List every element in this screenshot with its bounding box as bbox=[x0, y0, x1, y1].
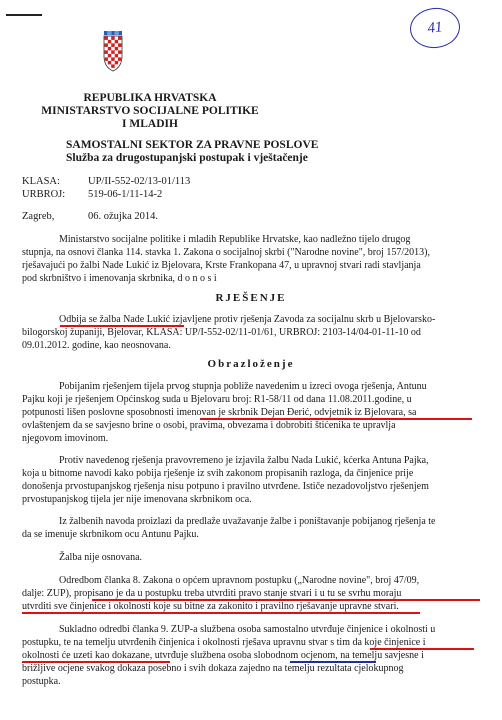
urbroj-value: 519-06-1/11-14-2 bbox=[88, 189, 163, 200]
header-ministry-line2: I MLADIH bbox=[122, 118, 178, 130]
law-highlight-3: okolnosti će uzeti kao dokazane bbox=[22, 650, 150, 661]
p1-line-1: Pobijanim rješenjem tijela prvog stupnja pobliže navedenim u izreci ovoga rješenja, Antunu bbox=[59, 381, 427, 392]
p5-line-3: utvrditi sve činjenice i okolnosti koje su bitne za zakonito i pravilno rješavanje upravne stvari. bbox=[22, 601, 399, 612]
reasoning-title: Obrazloženje bbox=[207, 358, 295, 370]
p4-text: Žalba nije osnovana. bbox=[59, 552, 143, 563]
intro-line-2: stupnja, na osnovi članka 114. stavka 1. Zakona o socijalnoj skrbi ("Narodne novine", broj 157/2013), bbox=[22, 247, 430, 258]
p5-line-2: dalje: ZUP), propisano je da u postupku treba utvrditi pravo stanje stvari i u tu se svrhu moraju bbox=[22, 588, 402, 599]
p1-line-4: ovlaštenjem da se savjesno brine o osobi, pravima, obvezama i dobrobiti štićenika te upravlja bbox=[22, 420, 396, 431]
header-service: Služba za drugostupanjski postupak i vještačenje bbox=[66, 152, 308, 164]
page-number: 41 bbox=[426, 18, 444, 37]
urbroj-label: URBROJ: bbox=[22, 189, 66, 200]
law-highlight-2: da koje činjenice i bbox=[352, 637, 426, 648]
p6-line-5: postupka. bbox=[22, 676, 61, 687]
p6-line-4: brižljive ocjene svakog dokaza posebno i svih dokaza zajedno na temelju rezultata cjelokupnog bbox=[22, 663, 404, 674]
corner-mark bbox=[6, 14, 42, 16]
klasa-label: KLASA: bbox=[22, 176, 60, 187]
decision-line-1-rest: izjavljene protiv rješenja Zavoda za socijalnu skrb u Bjelovarsko- bbox=[170, 314, 436, 325]
p1-line-5: njegovom imovinom. bbox=[22, 433, 109, 444]
place: Zagreb, bbox=[22, 211, 55, 222]
p3-line-1: Iz žalbenih navoda proizlazi da predlaže uvažavanje žalbe i poništavanje pobijanog rješenja te bbox=[59, 516, 436, 527]
header-sector: SAMOSTALNI SEKTOR ZA PRAVNE POSLOVE bbox=[66, 139, 319, 151]
p2-line-1: Protiv navedenog rješenja pravovremeno je izjavila žalbu Nada Lukić, kćerka Antuna Pajka, bbox=[59, 455, 429, 466]
p1-line-2: Pajku koji je rješenjem Općinskog suda u Bjelovaru broj: R1-58/11 od dana 11.08.2011.godine, u bbox=[22, 394, 412, 405]
p2-line-3: donošenja prvostupanjskog rješenja nisu potpuno i pravilno utvrđene. Ističe nezadovoljstvo rješenjem bbox=[22, 481, 429, 492]
red-underline-4 bbox=[22, 612, 420, 614]
intro-line-3: rješavajući po žalbi Nade Lukić iz Bjelovara, Krste Frankopana 47, u upravnoj stvari radi stavljanja bbox=[22, 260, 421, 271]
klasa-value: UP/II-552-02/13-01/113 bbox=[88, 176, 191, 187]
p5-line-1: Odredbom članka 8. Zakona o općem upravnom postupku („Narodne novine", broj 47/09, bbox=[59, 575, 420, 586]
p6-line-1: Sukladno odredbi članka 9. ZUP-a službena osoba samostalno utvrđuje činjenice i okolnosti u bbox=[59, 624, 436, 635]
date: 06. ožujka 2014. bbox=[88, 211, 158, 222]
law-highlight-1: propisano je da u postupku treba utvrditi pravo stanje stvari i u tu se svrhu moraju bbox=[73, 588, 402, 599]
p3-line-2: da se imenuje skrbnikom ocu Antunu Pajku. bbox=[22, 529, 199, 540]
decision-highlight: Odbija se žalba Nade Lukić bbox=[59, 314, 171, 325]
page-number-stamp bbox=[408, 5, 462, 50]
croatian-coat-of-arms-icon bbox=[102, 30, 124, 72]
intro-line-1: Ministarstvo socijalne politike i mladih Republike Hrvatske, kao nadležno tijelo drugog bbox=[59, 234, 411, 245]
p6-line-3: okolnosti će uzeti kao dokazane, utvrđuje službena osoba slobodnom ocjenom, na temelju savjesne i bbox=[22, 650, 424, 661]
intro-line-4: pod skrbništvo i imenovanja skrbnika, d o n o s i bbox=[22, 273, 217, 284]
p6-line-2: postupku, te na temelju utvrđenih činjenica i okolnosti rješava upravnu stvar s tim da koje činjenice i bbox=[22, 637, 426, 648]
law-highlight-4: slobodnom ocjenom bbox=[253, 650, 336, 661]
decision-line-2: bilogorskoj županiji, Bjelovar, KLASA: UP/I-552-02/11-01/61, URBROJ: 2103-14/04-01-11-10 od bbox=[22, 327, 421, 338]
decision-title: RJEŠENJE bbox=[215, 292, 287, 304]
p2-line-4: prvostupanjskog tijela jer nije imenovana skrbnikom oca. bbox=[22, 494, 252, 505]
p2-line-2: koja u bitnome navodi kako pobija rješenje iz svih zakonom propisanih razloga, da činjenice prije bbox=[22, 468, 414, 479]
header-ministry-line1: MINISTARSTVO SOCIJALNE POLITIKE bbox=[41, 105, 259, 117]
guardian-highlight: imenovan je skrbnik Dejan Đerić, odvjetnik iz Bjelovara bbox=[176, 407, 404, 418]
header-republic: REPUBLIKA HRVATSKA bbox=[83, 92, 217, 104]
decision-line-3: 09.01.2012. godine, kao neosnovana. bbox=[22, 340, 171, 351]
p1-line-3: potpunosti lišen poslovne sposobnosti imenovan je skrbnik Dejan Đerić, odvjetnik iz Bjelovara, sa bbox=[22, 407, 417, 418]
